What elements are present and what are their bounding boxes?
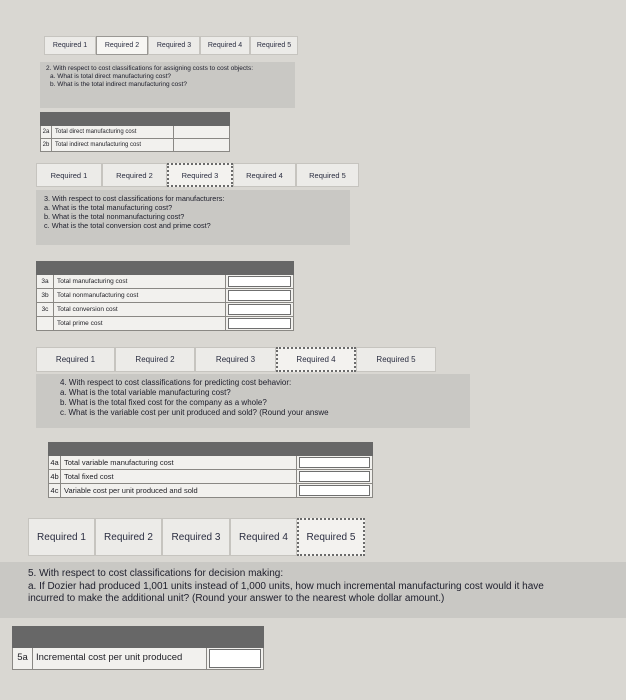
question-4-b: b. What is the total fixed cost for the company as a whole? (60, 398, 267, 407)
answer-table-2 (40, 112, 230, 152)
answer-row-2b (40, 139, 230, 152)
row-label: Variable cost per unit produced and sold (61, 484, 297, 497)
question-3-intro: 3. With respect to cost classifications for manufacturers: (44, 194, 225, 203)
tab-required-2[interactable]: Required 2 (96, 36, 148, 55)
tab-required-3[interactable]: Required 3 (148, 36, 200, 55)
question-2-b: b. What is the total indirect manufacturing cost? (50, 81, 187, 89)
row-code: 2a (41, 126, 52, 138)
row-code: 3c (37, 303, 54, 316)
row-code: 3a (37, 275, 54, 288)
row-label: Total variable manufacturing cost (61, 456, 297, 469)
answer-row-3a (36, 275, 294, 289)
answer-input-4b[interactable] (299, 471, 370, 482)
tab-bar (44, 36, 298, 55)
tab-bar (36, 347, 436, 372)
row-code: 3b (37, 289, 54, 302)
tab-required-4[interactable]: Required 4 (230, 518, 297, 556)
row-label: Total direct manufacturing cost (52, 126, 174, 138)
tab-bar (36, 163, 359, 187)
row-code: 4c (49, 484, 61, 497)
question-3-a: a. What is the total manufacturing cost? (44, 203, 173, 213)
answer-input-4a[interactable] (299, 457, 370, 468)
tab-required-5[interactable]: Required 5 (356, 347, 436, 372)
tab-required-1[interactable]: Required 1 (36, 347, 115, 372)
answer-row-4a (48, 456, 373, 470)
answer-row-3c-conversion (36, 303, 294, 317)
answer-row-4c (48, 484, 373, 498)
answer-row-5a (12, 648, 264, 670)
answer-input-3b[interactable] (228, 290, 291, 301)
row-code: 4b (49, 470, 61, 483)
row-label: Total fixed cost (61, 470, 297, 483)
question-4-a: a. What is the total variable manufacturing cost? (60, 388, 231, 397)
answer-table-header (48, 442, 373, 456)
row-label: Total manufacturing cost (54, 275, 226, 288)
answer-row-4b (48, 470, 373, 484)
row-code (37, 317, 54, 330)
answer-input-3c-conversion[interactable] (228, 304, 291, 315)
row-code: 5a (13, 648, 33, 669)
answer-row-2a (40, 126, 230, 139)
row-label: Total prime cost (54, 317, 226, 330)
row-code: 2b (41, 139, 52, 151)
tab-required-2[interactable]: Required 2 (102, 163, 167, 187)
answer-input-4c[interactable] (299, 485, 370, 496)
question-2 (40, 62, 295, 108)
question-3-c: c. What is the total conversion cost and prime cost? (44, 221, 211, 231)
tab-required-3[interactable]: Required 3 (167, 163, 233, 187)
tab-required-1[interactable]: Required 1 (44, 36, 96, 55)
answer-row-3b (36, 289, 294, 303)
row-label: Incremental cost per unit produced (33, 648, 207, 669)
answer-table-5 (12, 626, 264, 670)
question-4 (36, 374, 470, 428)
answer-table-header (36, 261, 294, 275)
tab-required-1[interactable]: Required 1 (36, 163, 102, 187)
row-label: Total indirect manufacturing cost (52, 139, 174, 151)
question-4-intro: 4. With respect to cost classifications for predicting cost behavior: (60, 378, 292, 387)
tab-required-4[interactable]: Required 4 (233, 163, 296, 187)
question-5-a-cont: incurred to make the additional unit? (Round your answer to the nearest whole dollar amount.) (28, 593, 445, 604)
answer-table-4 (48, 442, 373, 498)
answer-input-3c-prime[interactable] (228, 318, 291, 329)
row-code: 4a (49, 456, 61, 469)
answer-row-3c-prime (36, 317, 294, 331)
question-4-c: c. What is the variable cost per unit produced and sold? (Round your answe (60, 408, 329, 417)
tab-bar (28, 518, 365, 556)
answer-input-5a[interactable] (209, 649, 261, 668)
question-3 (36, 190, 350, 245)
question-5 (0, 562, 626, 618)
question-2-a: a. What is total direct manufacturing cost? (50, 73, 172, 81)
answer-input-2b[interactable] (174, 139, 229, 151)
question-3-b: b. What is the total nonmanufacturing cost? (44, 212, 185, 222)
tab-required-1[interactable]: Required 1 (28, 518, 95, 556)
tab-required-2[interactable]: Required 2 (115, 347, 195, 372)
answer-table-3 (36, 261, 294, 331)
question-5-a: a. If Dozier had produced 1,001 units instead of 1,000 units, how much incremental manufacturing cost would it have (28, 580, 544, 592)
tab-required-3[interactable]: Required 3 (162, 518, 230, 556)
tab-required-5[interactable]: Required 5 (250, 36, 298, 55)
row-label: Total nonmanufacturing cost (54, 289, 226, 302)
tab-required-5[interactable]: Required 5 (296, 163, 359, 187)
question-2-intro: 2. With respect to cost classifications for assigning costs to cost objects: (46, 65, 254, 72)
tab-required-4[interactable]: Required 4 (276, 347, 356, 372)
tab-required-3[interactable]: Required 3 (195, 347, 276, 372)
question-5-intro: 5. With respect to cost classifications for decision making: (28, 568, 284, 579)
answer-input-3a[interactable] (228, 276, 291, 287)
tab-required-4[interactable]: Required 4 (200, 36, 250, 55)
answer-table-header (40, 112, 230, 126)
answer-input-2a[interactable] (174, 126, 229, 138)
answer-table-header (12, 626, 264, 648)
tab-required-2[interactable]: Required 2 (95, 518, 162, 556)
tab-required-5[interactable]: Required 5 (297, 518, 365, 556)
row-label: Total conversion cost (54, 303, 226, 316)
